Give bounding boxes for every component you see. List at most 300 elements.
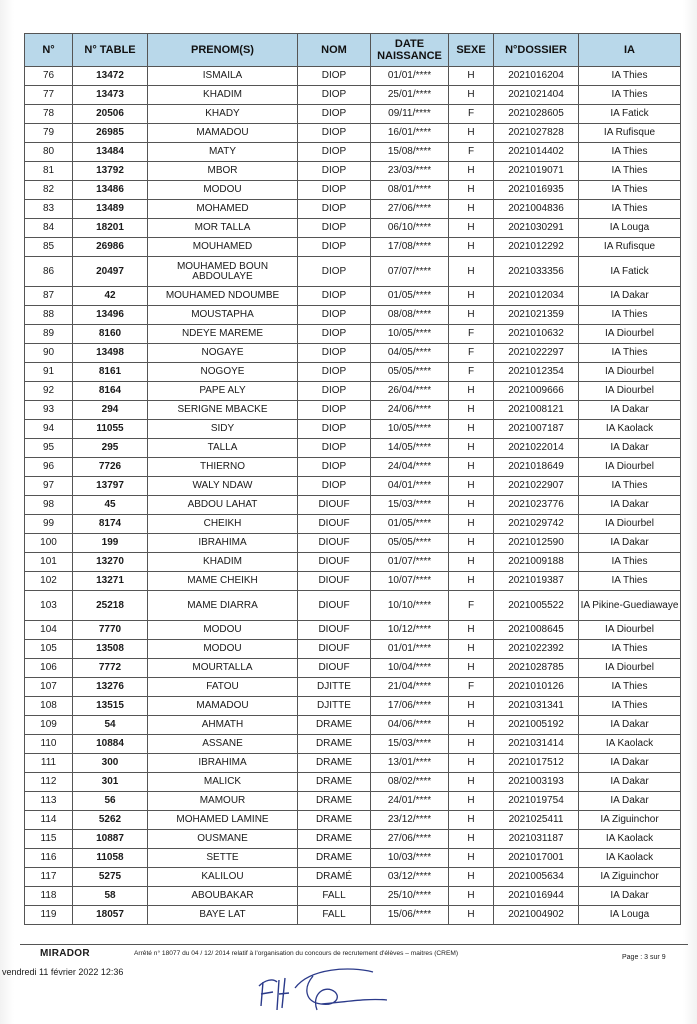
cell-file-number: 2021004902 [494,906,579,925]
table-row [25,325,681,344]
cell-row-number: 91 [25,363,73,382]
cell-birth-date: 25/10/**** [371,887,449,906]
cell-first-names: MAMADOU [148,697,298,716]
cell-row-number: 108 [25,697,73,716]
cell-table-number: 58 [73,887,148,906]
cell-table-number: 7772 [73,659,148,678]
cell-academy: IA Kaolack [579,420,681,439]
cell-last-name: DIOP [298,306,371,325]
cell-birth-date: 24/01/**** [371,792,449,811]
cell-row-number: 81 [25,162,73,181]
cell-birth-date: 27/06/**** [371,200,449,219]
table-row [25,219,681,238]
page-indicator: Page : 3 sur 9 [622,954,666,961]
cell-file-number: 2021022392 [494,640,579,659]
cell-academy: IA Thies [579,67,681,86]
cell-file-number: 2021012590 [494,534,579,553]
cell-sex: H [449,534,494,553]
cell-birth-date: 09/11/**** [371,105,449,124]
cell-table-number: 295 [73,439,148,458]
cell-table-number: 54 [73,716,148,735]
cell-first-names: KHADIM [148,553,298,572]
cell-row-number: 99 [25,515,73,534]
cell-birth-date: 24/04/**** [371,458,449,477]
app-name: MIRADOR [40,948,90,959]
cell-first-names: ABDOU LAHAT [148,496,298,515]
cell-academy: IA Thies [579,572,681,591]
cell-last-name: DIOUF [298,659,371,678]
cell-row-number: 95 [25,439,73,458]
cell-file-number: 2021008645 [494,621,579,640]
cell-row-number: 97 [25,477,73,496]
cell-sex: H [449,86,494,105]
cell-last-name: DIOUF [298,591,371,621]
cell-table-number: 18057 [73,906,148,925]
cell-first-names: SETTE [148,849,298,868]
cell-table-number: 8161 [73,363,148,382]
cell-first-names: KHADY [148,105,298,124]
cell-last-name: DRAMÉ [298,868,371,887]
cell-table-number: 13489 [73,200,148,219]
cell-file-number: 2021019071 [494,162,579,181]
cell-file-number: 2021010632 [494,325,579,344]
cell-file-number: 2021012292 [494,238,579,257]
table-row [25,420,681,439]
cell-sex: H [449,287,494,306]
cell-row-number: 78 [25,105,73,124]
cell-table-number: 10884 [73,735,148,754]
cell-sex: H [449,754,494,773]
cell-birth-date: 10/05/**** [371,420,449,439]
cell-birth-date: 08/02/**** [371,773,449,792]
table-row [25,887,681,906]
cell-first-names: MAMADOU [148,124,298,143]
table-row [25,697,681,716]
cell-last-name: DJITTE [298,697,371,716]
header-n: N° [25,34,73,67]
cell-file-number: 2021022297 [494,344,579,363]
cell-file-number: 2021018649 [494,458,579,477]
cell-birth-date: 07/07/**** [371,257,449,287]
table-row [25,162,681,181]
table-row [25,534,681,553]
cell-file-number: 2021031187 [494,830,579,849]
cell-first-names: MOUHAMED BOUN ABDOULAYE [148,257,298,287]
cell-last-name: DRAME [298,754,371,773]
cell-file-number: 2021008121 [494,401,579,420]
cell-file-number: 2021017001 [494,849,579,868]
table-row [25,515,681,534]
cell-birth-date: 15/03/**** [371,735,449,754]
cell-table-number: 13496 [73,306,148,325]
cell-sex: H [449,830,494,849]
cell-academy: IA Thies [579,306,681,325]
cell-last-name: DRAME [298,792,371,811]
cell-row-number: 86 [25,257,73,287]
cell-first-names: MOHAMED [148,200,298,219]
cell-academy: IA Ziguinchor [579,868,681,887]
cell-birth-date: 05/05/**** [371,363,449,382]
cell-row-number: 85 [25,238,73,257]
cell-first-names: MAME DIARRA [148,591,298,621]
cell-last-name: DIOP [298,105,371,124]
cell-sex: F [449,344,494,363]
cell-birth-date: 03/12/**** [371,868,449,887]
cell-last-name: DRAME [298,811,371,830]
cell-file-number: 2021016204 [494,67,579,86]
cell-birth-date: 24/06/**** [371,401,449,420]
cell-birth-date: 04/01/**** [371,477,449,496]
cell-sex: H [449,868,494,887]
cell-table-number: 13271 [73,572,148,591]
cell-last-name: DIOP [298,439,371,458]
cell-first-names: MBOR [148,162,298,181]
cell-last-name: DIOP [298,124,371,143]
cell-birth-date: 13/01/**** [371,754,449,773]
cell-file-number: 2021027828 [494,124,579,143]
table-row [25,181,681,200]
table-row [25,591,681,621]
cell-birth-date: 23/12/**** [371,811,449,830]
cell-academy: IA Dakar [579,792,681,811]
cell-file-number: 2021021359 [494,306,579,325]
cell-academy: IA Thies [579,181,681,200]
cell-file-number: 2021031414 [494,735,579,754]
cell-row-number: 98 [25,496,73,515]
cell-birth-date: 10/10/**** [371,591,449,621]
cell-row-number: 111 [25,754,73,773]
cell-table-number: 8174 [73,515,148,534]
cell-academy: IA Diourbel [579,621,681,640]
cell-table-number: 199 [73,534,148,553]
cell-file-number: 2021016944 [494,887,579,906]
cell-first-names: PAPE ALY [148,382,298,401]
cell-last-name: DIOUF [298,534,371,553]
cell-table-number: 8160 [73,325,148,344]
cell-last-name: DIOUF [298,640,371,659]
cell-sex: H [449,811,494,830]
cell-table-number: 13498 [73,344,148,363]
cell-last-name: DIOUF [298,553,371,572]
cell-sex: H [449,496,494,515]
cell-sex: H [449,257,494,287]
cell-table-number: 5262 [73,811,148,830]
cell-table-number: 26986 [73,238,148,257]
cell-academy: IA Pikine-Guediawaye [579,591,681,621]
cell-academy: IA Diourbel [579,515,681,534]
cell-last-name: DIOP [298,287,371,306]
cell-first-names: CHEIKH [148,515,298,534]
cell-table-number: 11058 [73,849,148,868]
header-prenom: PRENOM(S) [148,34,298,67]
table-row [25,754,681,773]
cell-row-number: 80 [25,143,73,162]
cell-table-number: 5275 [73,868,148,887]
cell-first-names: SERIGNE MBACKE [148,401,298,420]
cell-last-name: DIOP [298,67,371,86]
header-table: N° TABLE [73,34,148,67]
cell-table-number: 13508 [73,640,148,659]
cell-row-number: 110 [25,735,73,754]
cell-row-number: 100 [25,534,73,553]
cell-birth-date: 27/06/**** [371,830,449,849]
table-row [25,439,681,458]
table-row [25,773,681,792]
cell-first-names: MOR TALLA [148,219,298,238]
cell-table-number: 42 [73,287,148,306]
cell-sex: F [449,591,494,621]
table-row [25,735,681,754]
cell-table-number: 301 [73,773,148,792]
cell-sex: H [449,67,494,86]
cell-first-names: MODOU [148,621,298,640]
cell-academy: IA Rufisque [579,238,681,257]
table-row [25,105,681,124]
cell-last-name: FALL [298,887,371,906]
cell-sex: F [449,325,494,344]
cell-table-number: 13797 [73,477,148,496]
cell-academy: IA Thies [579,477,681,496]
cell-birth-date: 10/07/**** [371,572,449,591]
table-row [25,640,681,659]
table-row [25,238,681,257]
cell-sex: H [449,515,494,534]
cell-file-number: 2021010126 [494,678,579,697]
cell-birth-date: 16/01/**** [371,124,449,143]
cell-first-names: WALY NDAW [148,477,298,496]
cell-file-number: 2021028605 [494,105,579,124]
cell-first-names: KALILOU [148,868,298,887]
handwritten-signature [255,958,395,1018]
table-row [25,458,681,477]
table-row [25,572,681,591]
cell-last-name: DJITTE [298,678,371,697]
cell-first-names: MATY [148,143,298,162]
cell-birth-date: 10/05/**** [371,325,449,344]
cell-birth-date: 01/05/**** [371,515,449,534]
cell-first-names: TALLA [148,439,298,458]
cell-last-name: DIOP [298,325,371,344]
cell-birth-date: 10/04/**** [371,659,449,678]
cell-file-number: 2021022907 [494,477,579,496]
cell-file-number: 2021033356 [494,257,579,287]
header-nom: NOM [298,34,371,67]
cell-table-number: 13473 [73,86,148,105]
cell-table-number: 294 [73,401,148,420]
cell-academy: IA Kaolack [579,849,681,868]
cell-row-number: 87 [25,287,73,306]
cell-birth-date: 15/08/**** [371,143,449,162]
cell-last-name: DIOP [298,181,371,200]
cell-first-names: MALICK [148,773,298,792]
cell-file-number: 2021012034 [494,287,579,306]
cell-first-names: IBRAHIMA [148,754,298,773]
cell-table-number: 20506 [73,105,148,124]
cell-birth-date: 01/01/**** [371,67,449,86]
cell-table-number: 13486 [73,181,148,200]
cell-academy: IA Ziguinchor [579,811,681,830]
cell-file-number: 2021031341 [494,697,579,716]
cell-academy: IA Louga [579,219,681,238]
decree-text: Arrêté n° 18077 du 04 / 12/ 2014 relatif à l'organisation du concours de recrutement d'élèves – maitres (CREM) [134,950,459,957]
cell-file-number: 2021016935 [494,181,579,200]
cell-file-number: 2021029742 [494,515,579,534]
cell-row-number: 93 [25,401,73,420]
cell-birth-date: 14/05/**** [371,439,449,458]
candidates-table [24,33,681,925]
cell-sex: H [449,553,494,572]
table-row [25,716,681,735]
table-row [25,382,681,401]
cell-last-name: DIOP [298,257,371,287]
table-row [25,344,681,363]
cell-academy: IA Diourbel [579,325,681,344]
cell-first-names: IBRAHIMA [148,534,298,553]
table-row [25,306,681,325]
cell-sex: F [449,363,494,382]
cell-birth-date: 10/12/**** [371,621,449,640]
cell-sex: H [449,773,494,792]
cell-birth-date: 01/01/**** [371,640,449,659]
cell-birth-date: 23/03/**** [371,162,449,181]
table-row [25,477,681,496]
table-row [25,200,681,219]
cell-table-number: 8164 [73,382,148,401]
cell-academy: IA Diourbel [579,659,681,678]
cell-birth-date: 08/01/**** [371,181,449,200]
cell-academy: IA Kaolack [579,830,681,849]
cell-academy: IA Thies [579,86,681,105]
cell-first-names: BAYE LAT [148,906,298,925]
cell-first-names: MOHAMED LAMINE [148,811,298,830]
cell-table-number: 13515 [73,697,148,716]
cell-row-number: 101 [25,553,73,572]
cell-first-names: ISMAILA [148,67,298,86]
cell-last-name: DRAME [298,716,371,735]
cell-academy: IA Dakar [579,716,681,735]
cell-last-name: DRAME [298,830,371,849]
cell-file-number: 2021007187 [494,420,579,439]
cell-row-number: 76 [25,67,73,86]
cell-row-number: 83 [25,200,73,219]
cell-last-name: DIOUF [298,572,371,591]
table-row [25,553,681,572]
cell-first-names: NOGOYE [148,363,298,382]
cell-row-number: 82 [25,181,73,200]
cell-last-name: DIOP [298,344,371,363]
cell-academy: IA Fatick [579,105,681,124]
cell-file-number: 2021023776 [494,496,579,515]
cell-sex: H [449,124,494,143]
cell-file-number: 2021004836 [494,200,579,219]
cell-first-names: OUSMANE [148,830,298,849]
cell-academy: IA Thies [579,697,681,716]
cell-last-name: DIOP [298,477,371,496]
cell-sex: H [449,219,494,238]
cell-academy: IA Fatick [579,257,681,287]
cell-academy: IA Thies [579,678,681,697]
cell-birth-date: 06/10/**** [371,219,449,238]
cell-academy: IA Dakar [579,496,681,515]
cell-row-number: 119 [25,906,73,925]
cell-birth-date: 17/08/**** [371,238,449,257]
cell-first-names: MODOU [148,181,298,200]
cell-first-names: SIDY [148,420,298,439]
cell-row-number: 106 [25,659,73,678]
table-row [25,621,681,640]
cell-first-names: MODOU [148,640,298,659]
cell-row-number: 104 [25,621,73,640]
cell-sex: H [449,640,494,659]
cell-birth-date: 04/05/**** [371,344,449,363]
cell-row-number: 114 [25,811,73,830]
cell-first-names: FATOU [148,678,298,697]
cell-academy: IA Thies [579,553,681,572]
cell-academy: IA Dakar [579,439,681,458]
cell-file-number: 2021021404 [494,86,579,105]
cell-academy: IA Diourbel [579,458,681,477]
cell-first-names: ASSANE [148,735,298,754]
cell-academy: IA Rufisque [579,124,681,143]
cell-table-number: 13792 [73,162,148,181]
cell-row-number: 113 [25,792,73,811]
cell-row-number: 116 [25,849,73,868]
cell-row-number: 94 [25,420,73,439]
cell-row-number: 103 [25,591,73,621]
cell-sex: H [449,306,494,325]
cell-last-name: DIOP [298,86,371,105]
table-row [25,849,681,868]
cell-table-number: 13270 [73,553,148,572]
cell-row-number: 96 [25,458,73,477]
cell-academy: IA Diourbel [579,382,681,401]
cell-last-name: DIOUF [298,515,371,534]
cell-birth-date: 21/04/**** [371,678,449,697]
cell-table-number: 7726 [73,458,148,477]
cell-academy: IA Dakar [579,401,681,420]
cell-birth-date: 05/05/**** [371,534,449,553]
cell-table-number: 13484 [73,143,148,162]
table-row [25,67,681,86]
cell-academy: IA Thies [579,200,681,219]
table-row [25,86,681,105]
cell-sex: H [449,735,494,754]
table-row [25,792,681,811]
cell-sex: H [449,659,494,678]
cell-first-names: MOUHAMED NDOUMBE [148,287,298,306]
cell-file-number: 2021009666 [494,382,579,401]
cell-birth-date: 04/06/**** [371,716,449,735]
cell-row-number: 77 [25,86,73,105]
cell-sex: H [449,792,494,811]
cell-birth-date: 10/03/**** [371,849,449,868]
cell-last-name: DIOP [298,363,371,382]
cell-file-number: 2021005192 [494,716,579,735]
cell-first-names: MOUSTAPHA [148,306,298,325]
cell-birth-date: 15/03/**** [371,496,449,515]
cell-first-names: AHMATH [148,716,298,735]
cell-last-name: DIOP [298,200,371,219]
cell-first-names: MOUHAMED [148,238,298,257]
cell-row-number: 89 [25,325,73,344]
table-row [25,830,681,849]
cell-academy: IA Dakar [579,887,681,906]
cell-table-number: 11055 [73,420,148,439]
footer-divider [20,944,688,945]
cell-first-names: THIERNO [148,458,298,477]
table-row [25,401,681,420]
table-row [25,868,681,887]
